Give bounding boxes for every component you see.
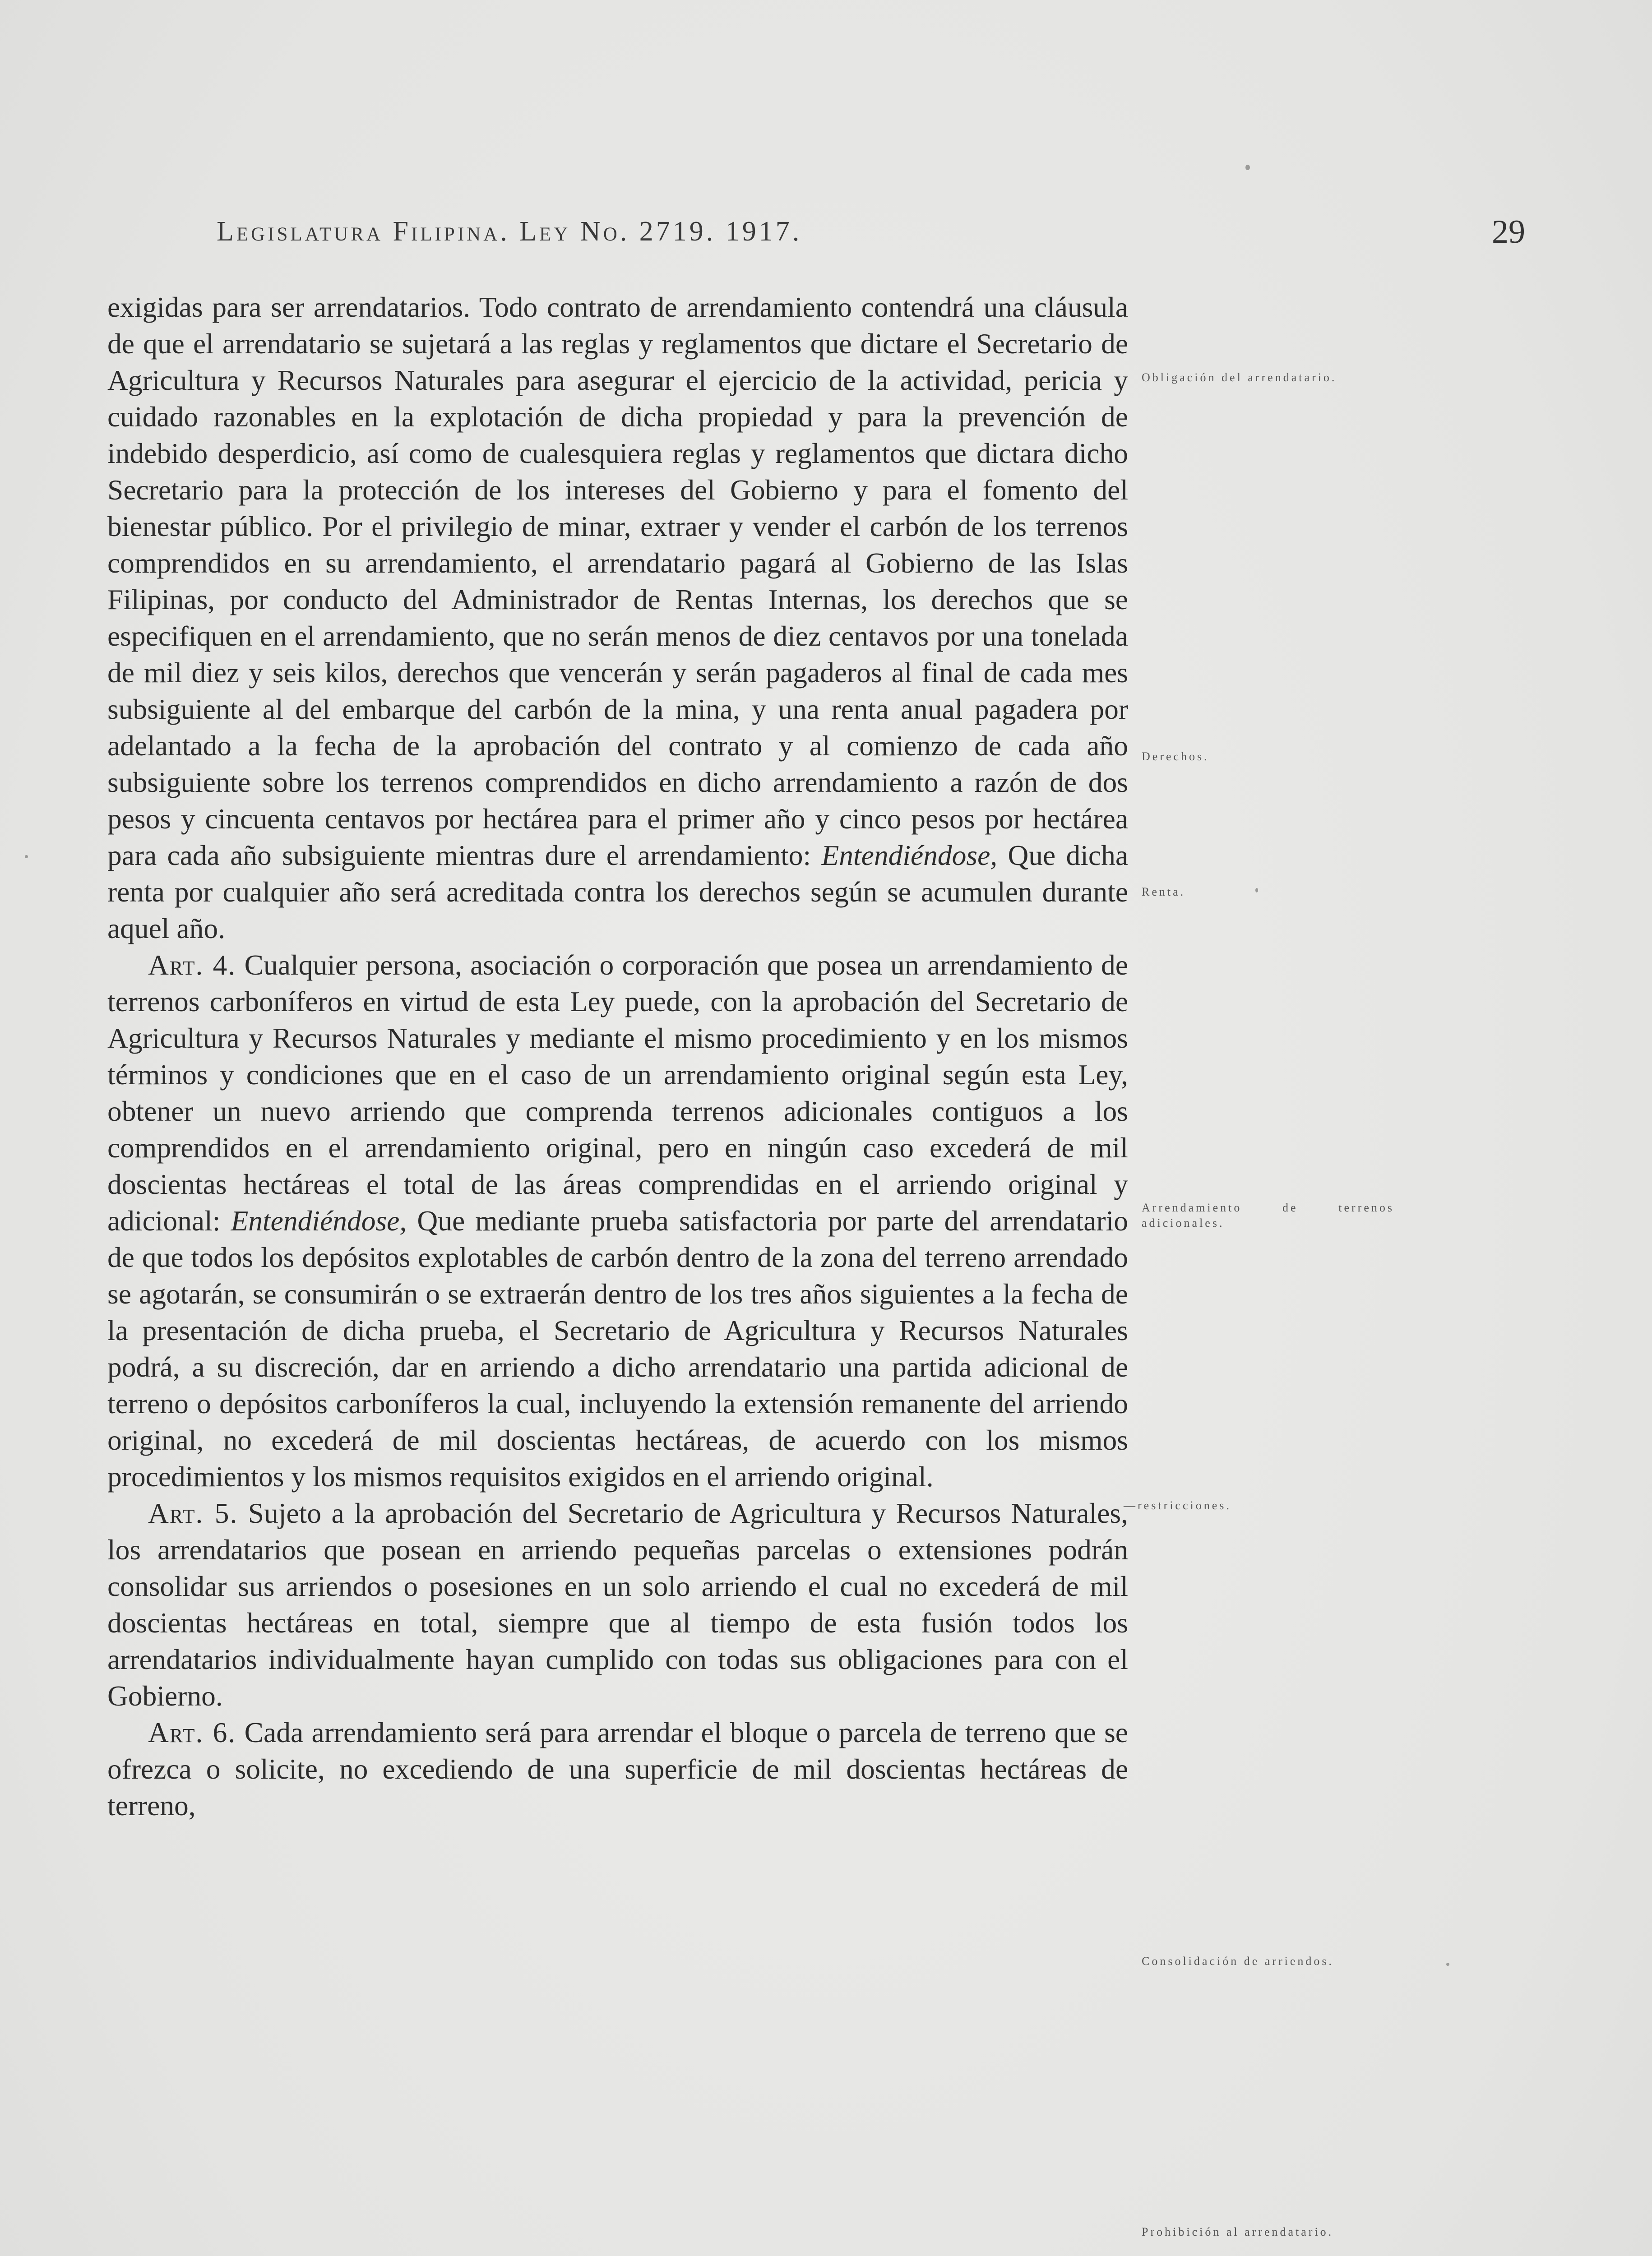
proviso-italic: Entendiéndose, bbox=[821, 839, 998, 871]
article-6 bbox=[107, 1714, 1128, 1824]
article-label: Art. 4. bbox=[148, 949, 236, 981]
proviso-italic: Entendiéndose, bbox=[231, 1205, 407, 1237]
paragraph-text: exigidas para ser arrendatarios. Todo contrato de arrendamiento contendrá una cláusula de que el arrendatario se sujetará a las reglas y reglamentos que dictare el Secretario de Agricultura y Recursos Naturales para asegurar el ejercicio de la actividad, pericia y cuidado razonables en la explotación de dicha propiedad y para la prevención de indebido desperdicio, así como de cualesquiera reglas y reglamentos que dictara dicho Secretario para la protección de los intereses del Gobierno y para el fomento del bienestar público. Por el privilegio de minar, extraer y vender el carbón de los terrenos comprendidos en su arrendamiento, el arrendatario pagará al Gobierno de las Islas Filipinas, por conducto del Administrador de Rentas Internas, los derechos que se especifiquen en el arrendamiento, que no serán menos de diez centavos por una tonelada de mil diez y seis kilos, derechos que vencerán y serán pagaderos al final de cada mes subsiguiente al del embarque del carbón de la mina, y una renta anual pagadera por adelantado a la fecha de la aprobación del contrato y al comienzo de cada año subsiguiente sobre los terrenos comprendidos en dicho arrendamiento a razón de dos pesos y cincuenta centavos por hectárea para el primer año y cinco pesos por hectárea para cada año subsiguiente mientras dure el arrendamiento: bbox=[107, 291, 1128, 871]
margin-note-prohibicion: Prohibición al arrendatario. bbox=[1142, 2225, 1334, 2238]
margin-note-restricciones: —restricciones. bbox=[1124, 1499, 1231, 1512]
page-header bbox=[217, 213, 1525, 265]
body-text bbox=[107, 289, 1128, 1824]
scan-speck bbox=[1245, 165, 1250, 170]
article-4 bbox=[107, 947, 1128, 1495]
article-label: Art. 6. bbox=[148, 1716, 236, 1748]
margin-note-obligacion: Obligación del arrendatario. bbox=[1142, 371, 1337, 384]
paragraph-text: Que dicha renta por cualquier año será acreditada contra los derechos según se acumulen durante aquel año. bbox=[107, 839, 1128, 944]
running-title: Legislatura Filipina. Ley No. 2719. 1917. bbox=[217, 216, 802, 247]
scan-speck bbox=[25, 855, 28, 858]
scan-speck bbox=[1446, 1963, 1449, 1966]
article-5 bbox=[107, 1495, 1128, 1714]
article-text: Cualquier persona, asociación o corporación que posea un arrendamiento de terrenos carboníferos en virtud de esta Ley puede, con la aprobación del Secretario de Agricultura y Recursos Naturales y mediante el mismo procedimiento y en los mismos términos y condiciones que en el caso de un arrendamiento original según esta Ley, obtener un nuevo arriendo que comprenda terrenos adicionales contiguos a los comprendidos en el arrendamiento original, pero en ningún caso excederá de mil doscientas hectáreas el total de las áreas comprendidas en el arriendo original y adicional: bbox=[107, 949, 1128, 1237]
article-text: Que mediante prueba satisfactoria por parte del arrendatario de que todos los depósitos explotables de carbón dentro de la zona del terreno arrendado se agotarán, se consumirán o se extraerán dentro de los tres años siguientes a la fecha de la presentación de dicha prueba, el Secretario de Agricultura y Recursos Naturales podrá, a su discreción, dar en arriendo a dicho arrendatario una partida adicional de terreno o depósitos carboníferos la cual, incluyendo la extensión remanente del arriendo original, no excederá de mil doscientas hectáreas, de acuerdo con los mismos procedimientos y los mismos requisitos exigidos en el arriendo original. bbox=[107, 1205, 1129, 1493]
margin-note-renta: Renta. bbox=[1142, 885, 1186, 898]
margin-note-consolidacion: Consolidación de arriendos. bbox=[1142, 1955, 1334, 1968]
article-text: Sujeto a la aprobación del Secretario de Agricultura y Recursos Naturales, los arrendatarios que posean en arriendo pequeñas parcelas o extensiones podrán consolidar sus arriendos o posesiones en un solo arriendo el cual no excederá de mil doscientas hectáreas en total, siempre que al tiempo de esta fusión todos los arrendatarios individualmente hayan cumplido con todas sus obligaciones para con el Gobierno. bbox=[107, 1497, 1128, 1712]
article-text: Cada arrendamiento será para arrendar el bloque o parcela de terreno que se ofrezca o solicite, no excediendo de una superficie de mil doscientas hectáreas de terreno, bbox=[107, 1716, 1128, 1821]
margin-note-arrendamiento: Arrendamiento de terrenos adicionales. bbox=[1142, 1201, 1394, 1230]
paragraph-continuation bbox=[107, 289, 1128, 947]
article-label: Art. 5. bbox=[148, 1497, 238, 1529]
scan-speck bbox=[1255, 888, 1258, 892]
page-number: 29 bbox=[1492, 213, 1525, 250]
margin-note-derechos: Derechos. bbox=[1142, 750, 1209, 763]
